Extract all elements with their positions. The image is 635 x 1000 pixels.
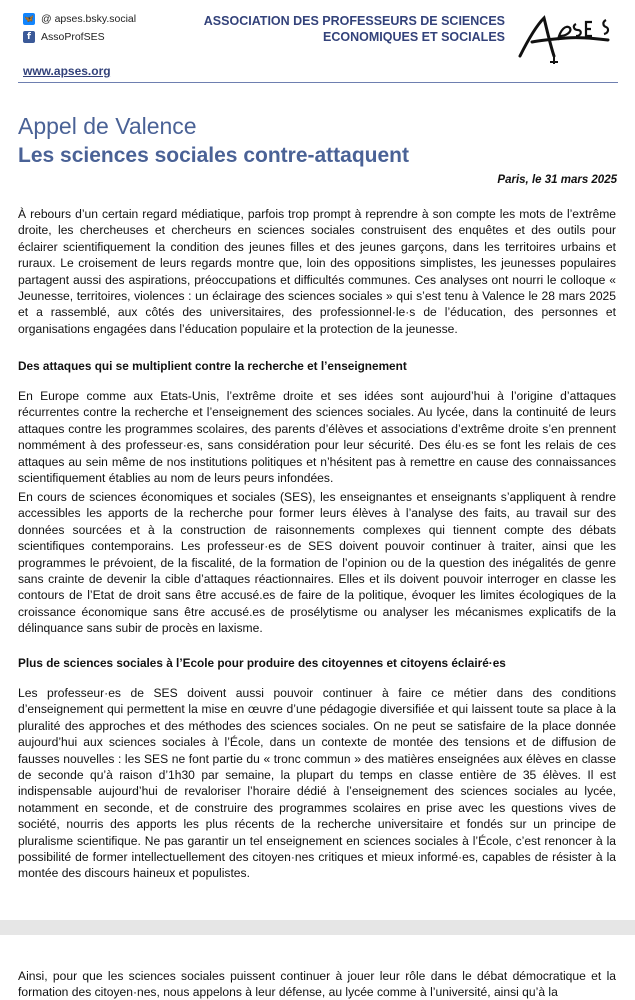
bsky-link[interactable] [23, 10, 136, 28]
header-divider [18, 82, 618, 83]
section-2-paragraph-1: Les professeur·es de SES doivent aussi pouvoir continuer à faire ce métier dans des conditions d’enseignement qui permettent la mise en œuvre d’une pédagogie diversifiée et qui laissent toute sa place à la pluralité des approches et des méthodes des sciences sociales. On ne peut se satisfaire de la place donnée aujourd’hui aux sciences sociales à l’École, dans un contexte de montée des tensions et de diffusion de fausses nouvelles : les SES ne font partie du « tronc commun » des matières enseignées aux élèves en classe de seconde qu’à raison d’1h30 par semaine, la plupart du temps en classe entière de 35 élèves. Il est indispensable aujourd’hui de revaloriser l’horaire dédié à l’enseignement des sciences sociales au lycée, notamment en seconde, et de construire des programmes scolaires en prise avec les questions vives de société, nourris des apports les plus récents de la recherche universitaire et fondés sur un principe de pluralisme scientifique. Ne pas garantir un tel enseignement en sciences sociales à l’École, c’est renoncer à la possibilité de former intellectuellement des citoyen·nes critiques et mieux informé·es, capables de résister à la montée des discours haineux et populistes. [18, 686, 616, 881]
document-subtitle: Les sciences sociales contre-attaquent [18, 144, 409, 167]
document-page-2 [0, 935, 635, 1000]
document-date: Paris, le 31 mars 2025 [497, 174, 617, 186]
section-1-paragraph-1: En Europe comme aux Etats-Unis, l’extrême droite et ses idées sont aujourd’hui à l’origine d’attaques récurrentes contre la recherche et l’enseignement des sciences sociales. Au lycée, dans la continuité de leurs attaques contre les programmes scolaires, des parents d’élèves et associations d’extrême droite s’en prennent nommément à des professeur·es, sans considération pour leur sécurité. Des élu·es se font les relais de ces attaques au sein même de nos institutions politiques et n’hésitent pas à remettre en cause des connaissances scientifiquement établies au nom de leurs peurs infondées. [18, 389, 616, 486]
bluesky-icon: 🦋 [24, 14, 34, 23]
page-2-paragraph-1: Ainsi, pour que les sciences sociales puissent continuer à jouer leur rôle dans le débat démocratique et la formation des citoyen·nes, nous appelons à leur défense, au lycée comme à l’université, ainsi qu’à la [18, 969, 616, 1000]
section-1-paragraph-2: En cours de sciences économiques et sociales (SES), les enseignantes et enseignants s’appliquent à rendre accessibles les apports de la recherche pour former leurs élèves à l’analyse des faits, au travail sur des données sourcées et à la construction de raisonnements complexes qui tiennent compte des débats scientifiques contemporains. Les professeur·es de SES doivent pouvoir continuer à traiter, ainsi que les programmes le prévoient, de la fiscalité, de la formation de l’opinion ou de la question des inégalités de genre sans crainte de devenir la cible d’attaques réactionnaires. Elles et ils doivent pouvoir interroger en classe les contours de l’Etat de droit sans être accusé.es de faire de la politique, évoquer les limites écologiques de la croissance économique sans être accusé.es de prosélytisme ou analyser les mécanismes explicatifs de la délinquance sans subir de procès en laxisme. [18, 490, 616, 636]
association-line-2: ECONOMIQUES ET SOCIALES [323, 30, 505, 44]
document-title: Appel de Valence [18, 113, 197, 139]
association-line-1: ASSOCIATION DES PROFESSEURS DE SCIENCES [203, 14, 505, 28]
association-name [200, 13, 505, 45]
page-separator [0, 920, 635, 935]
facebook-icon: f [23, 31, 35, 43]
section-1-heading: Des attaques qui se multiplient contre la recherche et l’enseignement [18, 359, 407, 373]
facebook-handle: AssoProfSES [41, 31, 105, 43]
website-link[interactable]: www.apses.org [23, 64, 111, 78]
bsky-handle: @ apses.bsky.social [41, 13, 137, 25]
facebook-link[interactable] [23, 28, 136, 46]
intro-paragraph: À rebours d’un certain regard médiatique, parfois trop prompt à reprendre à son compte les mots de l’extrême droite, les chercheuses et chercheurs en sciences sociales construisent des enquêtes et des outils pour éclairer scientifiquement la condition des jeunes filles et des jeunes garçons, dans les territoires urbains et ruraux. Le croisement de leurs regards montre que, loin des oppositions simplistes, les jeunesses populaires partagent aussi des aspirations, préoccupations et difficultés communes. Ces analyses ont nourri le colloque « Jeunesse, territoires, violences : un éclairage des sciences sociales » qui s’est tenu à Valence le 28 mars 2025 et a rassemblé, aux côtés des universitaires, des professionnel·le·s de l’éducation, des personnes et organisations engagées dans l’éducation populaire et la protection de la jeunesse. [18, 207, 616, 336]
section-2-heading: Plus de sciences sociales à l’Ecole pour produire des citoyennes et citoyens éclairé·es [18, 656, 506, 670]
apses-logo [514, 10, 614, 66]
social-links [23, 10, 136, 46]
